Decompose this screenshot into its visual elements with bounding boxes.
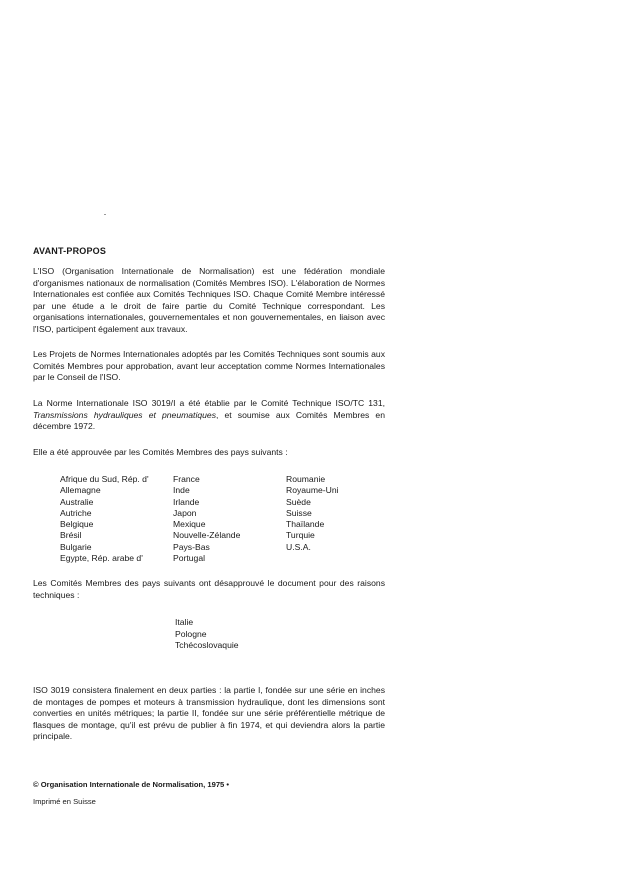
printed-in-notice: Imprimé en Suisse	[33, 797, 96, 806]
country-name: Egypte, Rép. arabe d'	[60, 553, 143, 564]
country-name: Turquie	[286, 530, 315, 541]
stray-mark	[104, 214, 106, 215]
country-name: Afrique du Sud, Rép. d'	[60, 474, 149, 484]
country-name: Tchécoslovaquie	[175, 640, 239, 651]
paragraph-text: L'ISO (Organisation Internationale de Normalisation) est une fédération mondiale d'organismes nationaux de normalisation (Comités Membres ISO). L'élaboration de Normes Internationales est confiée aux Comités Techniques ISO. Chaque Comité Membre intéressé par une étude a le droit de faire partie du Comité Technique correspondant. Les organisations internationales, gouvernementales et non gouvernementales, en liaison avec l'ISO, participent également aux travaux.	[33, 266, 385, 334]
country-name: Mexique	[173, 519, 206, 530]
country-name: U.S.A.	[286, 541, 311, 552]
approving-column-3	[286, 474, 339, 553]
paragraph-text: Les Comités Membres des pays suivants ont désapprouvé le document pour des raisons techniques :	[33, 578, 385, 600]
country-name: Pologne	[175, 628, 207, 639]
approving-column-2	[173, 474, 240, 564]
paragraph-iso-intro	[33, 266, 385, 336]
country-name: Allemagne	[60, 485, 101, 496]
foreword-heading: AVANT-PROPOS	[33, 246, 107, 256]
country-name: Irlande	[173, 496, 200, 507]
country-name: Suisse	[286, 507, 312, 518]
paragraph-drafts	[33, 349, 385, 384]
country-name: Belgique	[60, 519, 94, 530]
country-name: Suède	[286, 496, 311, 507]
committee-title: Transmissions hydrauliques et pneumatiques	[33, 409, 216, 420]
paragraph-standard-origin	[33, 398, 385, 433]
country-name: Japon	[173, 507, 197, 518]
country-name: Portugal	[173, 553, 206, 564]
country-name: Autriche	[60, 507, 92, 518]
text-run: , et soumise aux Comités Membres en décembre 1972.	[33, 409, 385, 432]
country-name: Pays-Bas	[173, 541, 210, 552]
paragraph-structure	[33, 685, 385, 743]
paragraph-text: Elle a été approuvée par les Comités Membres des pays suivants :	[33, 447, 288, 457]
country-name: Brésil	[60, 530, 82, 541]
paragraph-text: Les Projets de Normes Internationales adoptés par les Comités Techniques sont soumis aux Comités Membres pour approbation, avant leur acceptation comme Normes Internationales par le Conseil de l'ISO.	[33, 349, 385, 383]
country-name: Nouvelle-Zélande	[173, 530, 241, 541]
country-name: France	[173, 474, 200, 484]
country-name: Italie	[175, 617, 194, 627]
country-name: Australie	[60, 496, 94, 507]
paragraph-text	[33, 398, 385, 433]
country-name: Inde	[173, 485, 190, 496]
country-name: Bulgarie	[60, 541, 92, 552]
country-name: Royaume-Uni	[286, 485, 339, 496]
copyright-notice: © Organisation Internationale de Normalisation, 1975 •	[33, 780, 230, 789]
paragraph-disapproval	[33, 578, 385, 601]
paragraph-approval	[33, 447, 385, 459]
text-run: La Norme Internationale ISO 3019/I a été établie par le Comité Technique ISO/TC 131,	[33, 398, 385, 408]
approving-column-1	[60, 474, 149, 564]
country-name: Roumanie	[286, 474, 326, 484]
paragraph-text: ISO 3019 consistera finalement en deux parties : la partie I, fondée sur une série en inches de montages de pompes et moteurs à transmission hydraulique, dont les dimensions sont converties en unités métriques; la partie II, fondée sur une série préférentielle métrique de flasques de montage, qu'il est prévu de publier à fin 1974, et qui deviendra alors la partie principale.	[33, 685, 385, 742]
disapproving-countries-list	[175, 617, 239, 652]
country-name: Thaïlande	[286, 519, 325, 530]
